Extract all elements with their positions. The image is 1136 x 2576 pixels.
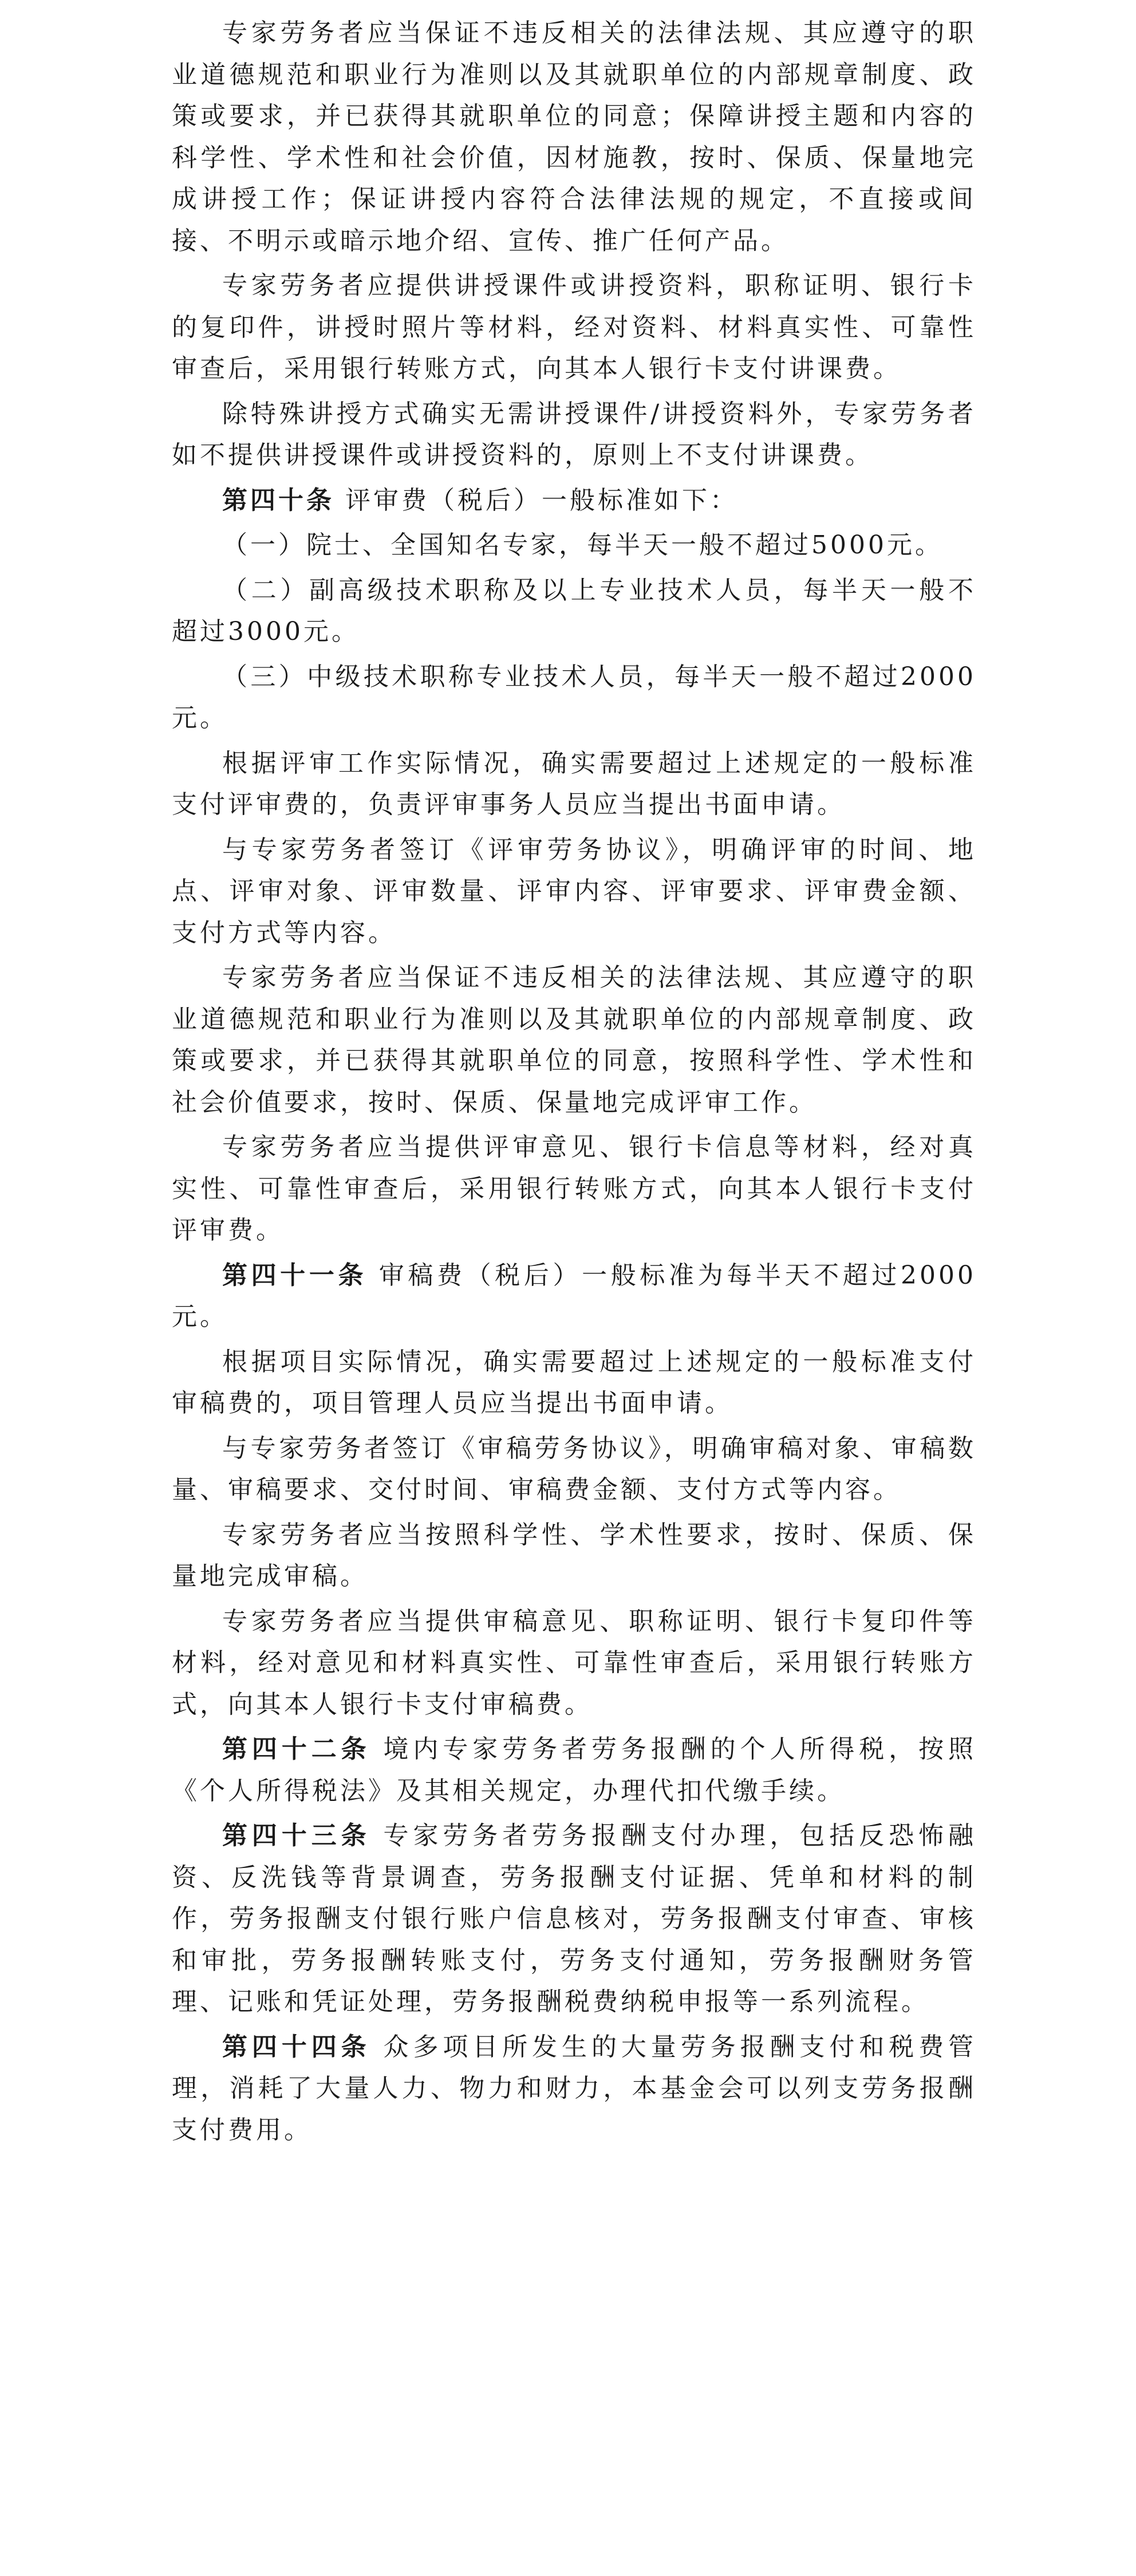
paragraph-text: 专家劳务者应当保证不违反相关的法律法规、其应遵守的职业道德规范和职业行为准则以及其就职单位的内部规章制度、政策或要求，并已获得其就职单位的同意，按照科学性、学术性和社会价值要求，按时、保质、保量地完成评审工作。 <box>172 963 976 1117</box>
paragraph-manuscript-application <box>172 1342 976 1425</box>
paragraph-text: 专家劳务者应当保证不违反相关的法律法规、其应遵守的职业道德规范和职业行为准则以及其就职单位的内部规章制度、政策或要求，并已获得其就职单位的同意；保障讲授主题和内容的科学性、学术性和社会价值，因材施教，按时、保质、保量地完成讲授工作；保证讲授内容符合法律法规的规定，不直接或间接、不明示或暗示地介绍、宣传、推广任何产品。 <box>172 18 976 255</box>
paragraph-text: 除特殊讲授方式确实无需讲授课件/讲授资料外，专家劳务者如不提供讲授课件或讲授资料的，原则上不支付讲课费。 <box>172 399 976 470</box>
paragraph-speaker-exception <box>172 394 976 477</box>
paragraph-speaker-obligations <box>172 13 976 262</box>
article-44 <box>172 2027 976 2152</box>
paragraph-text: 专家劳务者应当按照科学性、学术性要求，按时、保质、保量地完成审稿。 <box>172 1520 976 1591</box>
paragraph-manuscript-agreement <box>172 1428 976 1511</box>
paragraph-text: 专家劳务者劳务报酬支付办理，包括反恐怖融资、反洗钱等背景调查，劳务报酬支付证据、凭单和材料的制作，劳务报酬支付银行账户信息核对，劳务报酬支付审查、审核和审批，劳务报酬转账支付，劳务支付通知，劳务报酬财务管理、记账和凭证处理，劳务报酬税费纳税申报等一系列流程。 <box>172 1821 977 2016</box>
article-40-item-1 <box>172 525 976 567</box>
article-heading: 第四十三条 <box>222 1821 371 1850</box>
article-heading: 第四十二条 <box>222 1735 371 1764</box>
paragraph-manuscript-obligations <box>172 1515 976 1598</box>
article-40 <box>172 480 976 522</box>
paragraph-text: 审稿费（税后）一般标准为每半天不超过2000元。 <box>172 1260 977 1331</box>
article-41 <box>172 1255 976 1338</box>
paragraph-text: 与专家劳务者签订《审稿劳务协议》，明确审稿对象、审稿数量、审稿要求、交付时间、审稿费金额、支付方式等内容。 <box>172 1433 976 1504</box>
paragraph-text: 专家劳务者应提供讲授课件或讲授资料，职称证明、银行卡的复印件，讲授时照片等材料，经对资料、材料真实性、可靠性审查后，采用银行转账方式，向其本人银行卡支付讲课费。 <box>172 271 976 383</box>
paragraph-review-application <box>172 743 976 826</box>
paragraph-text: 境内专家劳务者劳务报酬的个人所得税，按照《个人所得税法》及其相关规定，办理代扣代缴手续。 <box>172 1735 977 1806</box>
article-heading: 第四十四条 <box>222 2032 371 2062</box>
paragraph-text: 与专家劳务者签订《评审劳务协议》，明确评审的时间、地点、评审对象、评审数量、评审内容、评审要求、评审费金额、支付方式等内容。 <box>172 835 976 947</box>
article-40-item-2 <box>172 570 976 653</box>
paragraph-review-obligations <box>172 957 976 1123</box>
paragraph-text: （二）副高级技术职称及以上专业技术人员，每半天一般不超过3000元。 <box>172 575 976 646</box>
paragraph-speaker-materials <box>172 265 976 390</box>
paragraph-text: 专家劳务者应当提供评审意见、银行卡信息等材料，经对真实性、可靠性审查后，采用银行转账方式，向其本人银行卡支付评审费。 <box>172 1132 976 1245</box>
paragraph-text: 根据项目实际情况，确实需要超过上述规定的一般标准支付审稿费的，项目管理人员应当提出书面申请。 <box>172 1347 976 1418</box>
paragraph-text: （一）院士、全国知名专家，每半天一般不超过5000元。 <box>222 530 943 560</box>
paragraph-text: 专家劳务者应当提供审稿意见、职称证明、银行卡复印件等材料，经对意见和材料真实性、可靠性审查后，采用银行转账方式，向其本人银行卡支付审稿费。 <box>172 1606 976 1719</box>
paragraph-review-agreement <box>172 829 976 954</box>
paragraph-manuscript-materials <box>172 1601 976 1726</box>
paragraph-review-materials <box>172 1127 976 1252</box>
paragraph-text: 众多项目所发生的大量劳务报酬支付和税费管理，消耗了大量人力、物力和财力，本基金会可以列支劳务报酬支付费用。 <box>172 2032 977 2145</box>
article-42 <box>172 1729 976 1812</box>
paragraph-text: 评审费（税后）一般标准如下： <box>345 485 738 515</box>
article-heading: 第四十一条 <box>222 1260 368 1290</box>
paragraph-text: （三）中级技术职称专业技术人员，每半天一般不超过2000元。 <box>172 662 976 733</box>
document-body <box>172 13 976 2151</box>
article-heading: 第四十条 <box>222 485 334 515</box>
paragraph-text: 根据评审工作实际情况，确实需要超过上述规定的一般标准支付评审费的，负责评审事务人员应当提出书面申请。 <box>172 748 976 819</box>
article-43 <box>172 1815 976 2023</box>
article-40-item-3 <box>172 656 976 740</box>
